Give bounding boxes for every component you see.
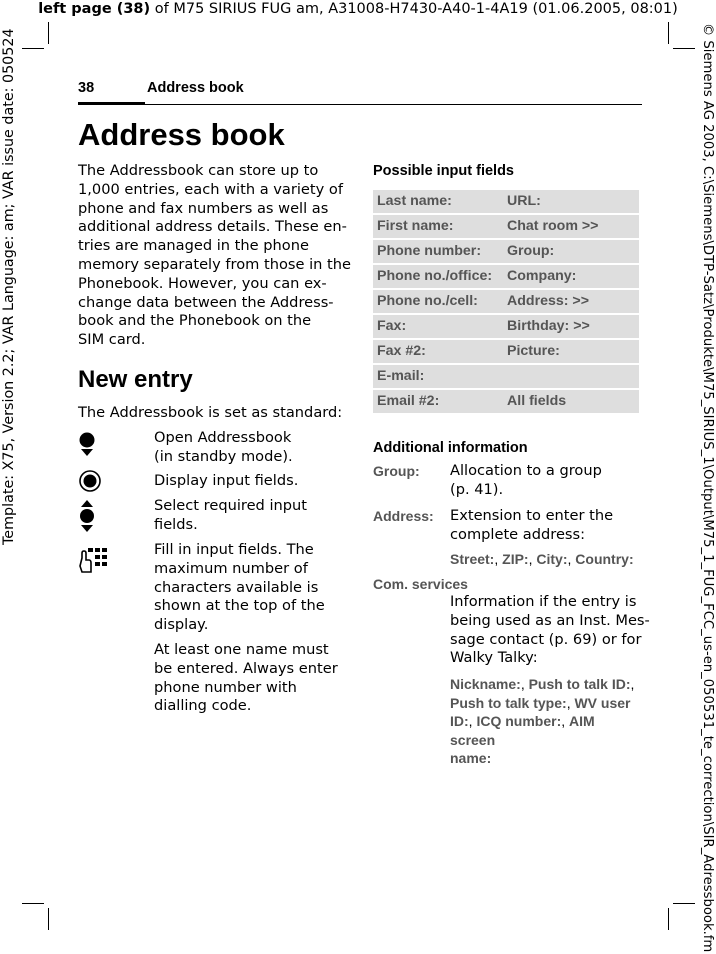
separator: , <box>528 551 537 567</box>
subfield: Push to talk ID: <box>528 676 631 692</box>
crop-mark <box>48 22 49 44</box>
step-line: maximum number of <box>154 559 308 577</box>
com-services-text <box>450 593 650 668</box>
crop-mark <box>673 48 695 49</box>
address-subfields <box>450 550 634 569</box>
subfield: ID: <box>450 713 469 729</box>
field-cell <box>507 365 639 388</box>
step-4-text <box>154 541 325 635</box>
additional-info-heading: Additional information <box>373 440 528 456</box>
group-label: Group: <box>373 463 420 479</box>
table-row <box>373 365 639 388</box>
section-heading-new-entry: New entry <box>78 366 193 393</box>
separator: , <box>561 713 570 729</box>
field-cell: Chat room >> <box>507 218 599 234</box>
intro-line: tries are managed in the phone <box>78 237 309 255</box>
info-line: (p. 41). <box>450 480 504 498</box>
subfield: ICQ number: <box>476 713 562 729</box>
nav-updown-icon <box>79 499 95 537</box>
field-cell: Last name: <box>377 193 452 209</box>
field-cell: E-mail: <box>377 368 425 384</box>
step-1-text <box>154 429 293 467</box>
nav-down-icon <box>79 431 95 461</box>
step-line: fields. <box>154 515 198 533</box>
separator: , <box>567 551 576 567</box>
field-cell: All fields <box>507 393 567 409</box>
field-cell: Group: <box>507 243 555 259</box>
intro-line: Phonebook. However, you can ex- <box>78 274 327 292</box>
crop-mark <box>673 903 695 904</box>
step-line: shown at the top of the <box>154 597 325 615</box>
crop-mark <box>22 903 44 904</box>
crop-mark <box>668 22 669 44</box>
table-row <box>373 315 639 338</box>
group-text <box>450 462 602 500</box>
intro-paragraph <box>78 162 351 350</box>
note-line: phone number with <box>154 678 297 696</box>
info-line: Walky Talky: <box>450 649 538 667</box>
page-number: 38 <box>78 80 95 96</box>
intro-line: 1,000 entries, each with a variety of <box>78 180 343 198</box>
field-cell: Phone number: <box>377 243 482 259</box>
field-cell: Picture: <box>507 343 560 359</box>
step-2-text <box>154 472 298 491</box>
crop-mark <box>668 908 669 930</box>
subfield: City: <box>536 551 568 567</box>
print-header <box>0 0 716 18</box>
crop-mark <box>48 908 49 930</box>
intro-line: memory separately from those in the <box>78 255 351 273</box>
step-line: characters available is <box>154 578 319 596</box>
info-line: being used as an Inst. Mes- <box>450 611 650 629</box>
running-title: Address book <box>147 80 244 96</box>
intro-line: phone and fax numbers as well as <box>78 199 329 217</box>
field-cell: Fax: <box>377 318 407 334</box>
table-row <box>373 265 639 288</box>
field-cell: First name: <box>377 218 454 234</box>
intro-line: additional address details. These en- <box>78 218 347 236</box>
template-info-text: Template: X75, Version 2.2; VAR Language: am; VAR issue date: 050524 <box>1 28 17 545</box>
step-line: Display input fields. <box>154 472 299 489</box>
subfield: WV user <box>574 694 631 711</box>
note-line: dialling code. <box>154 697 252 715</box>
subfield: AIM screen <box>450 713 595 748</box>
field-cell: Phone no./cell: <box>377 293 478 309</box>
step-line: display. <box>154 616 209 634</box>
info-line: complete address: <box>450 525 586 543</box>
info-line: Extension to enter the <box>450 507 614 524</box>
subfield: name: <box>450 750 492 766</box>
header-rule-thick <box>78 102 145 105</box>
intro-line: change data between the Address- <box>78 293 334 311</box>
file-path-text: © Siemens AG 2003, C:\Siemens\DTP-Satz\Produkte\M75_SIRIUS_1\Output\M75_1_FUG_FCC_us-en_050531_te_correction\SIR_Adressbook.fm <box>700 23 715 953</box>
intro-line: book and the Phonebook on the <box>78 312 312 330</box>
table-row <box>373 215 639 238</box>
field-cell: Email #2: <box>377 393 440 409</box>
field-cell: URL: <box>507 193 541 209</box>
subfield: Street: <box>450 551 495 567</box>
info-line: sage contact (p. 69) or for <box>450 630 642 648</box>
step-line: Open Addressbook <box>154 429 292 446</box>
separator: , <box>468 713 477 729</box>
step-line: (in standby mode). <box>154 447 293 465</box>
intro-line: The Addressbook can store up to <box>78 162 319 179</box>
fields-table <box>373 190 639 415</box>
keypad-hand-icon <box>79 546 109 580</box>
com-services-label: Com. services <box>373 576 468 592</box>
separator: , <box>566 694 575 711</box>
note-line: At least one name must <box>154 641 329 658</box>
step-line: Fill in input fields. The <box>154 541 314 558</box>
subfield: ZIP: <box>502 551 529 567</box>
separator: , <box>520 676 529 692</box>
file-path-info <box>694 0 716 954</box>
info-line: Information if the entry is <box>450 593 637 610</box>
subfield: Push to talk type: <box>450 694 567 711</box>
separator: , <box>630 676 635 692</box>
address-label: Address: <box>373 508 434 524</box>
print-header-page: left page (38) <box>38 1 151 17</box>
field-cell: Address: >> <box>507 293 590 309</box>
subfield: Nickname: <box>450 676 521 692</box>
note-line: be entered. Always enter <box>154 659 338 677</box>
field-cell: Company: <box>507 268 577 284</box>
table-row <box>373 240 639 263</box>
info-line: Allocation to a group <box>450 462 602 479</box>
step-3-text <box>154 497 307 535</box>
nav-center-icon <box>79 470 101 496</box>
possible-fields-heading: Possible input fields <box>373 163 514 179</box>
page-title: Address book <box>78 117 285 152</box>
table-row <box>373 340 639 363</box>
new-entry-note <box>154 641 338 716</box>
step-line: Select required input <box>154 497 307 514</box>
template-info <box>0 0 22 954</box>
field-cell: Phone no./office: <box>377 268 493 284</box>
table-row <box>373 290 639 313</box>
header-rule <box>145 104 642 105</box>
intro-line: SIM card. <box>78 331 146 349</box>
separator: , <box>494 551 503 567</box>
subfield: Country: <box>575 551 634 567</box>
new-entry-lead: The Addressbook is set as standard: <box>78 404 343 421</box>
crop-mark <box>22 48 44 49</box>
field-cell: Fax #2: <box>377 343 426 359</box>
print-header-info: of M75 SIRIUS FUG am, A31008-H7430-A40-1-4A19 (01.06.2005, 08:01) <box>150 1 678 17</box>
address-text <box>450 507 613 545</box>
com-services-subfields <box>450 675 640 768</box>
field-cell: Birthday: >> <box>507 318 590 334</box>
table-row <box>373 390 639 413</box>
table-row <box>373 190 639 213</box>
